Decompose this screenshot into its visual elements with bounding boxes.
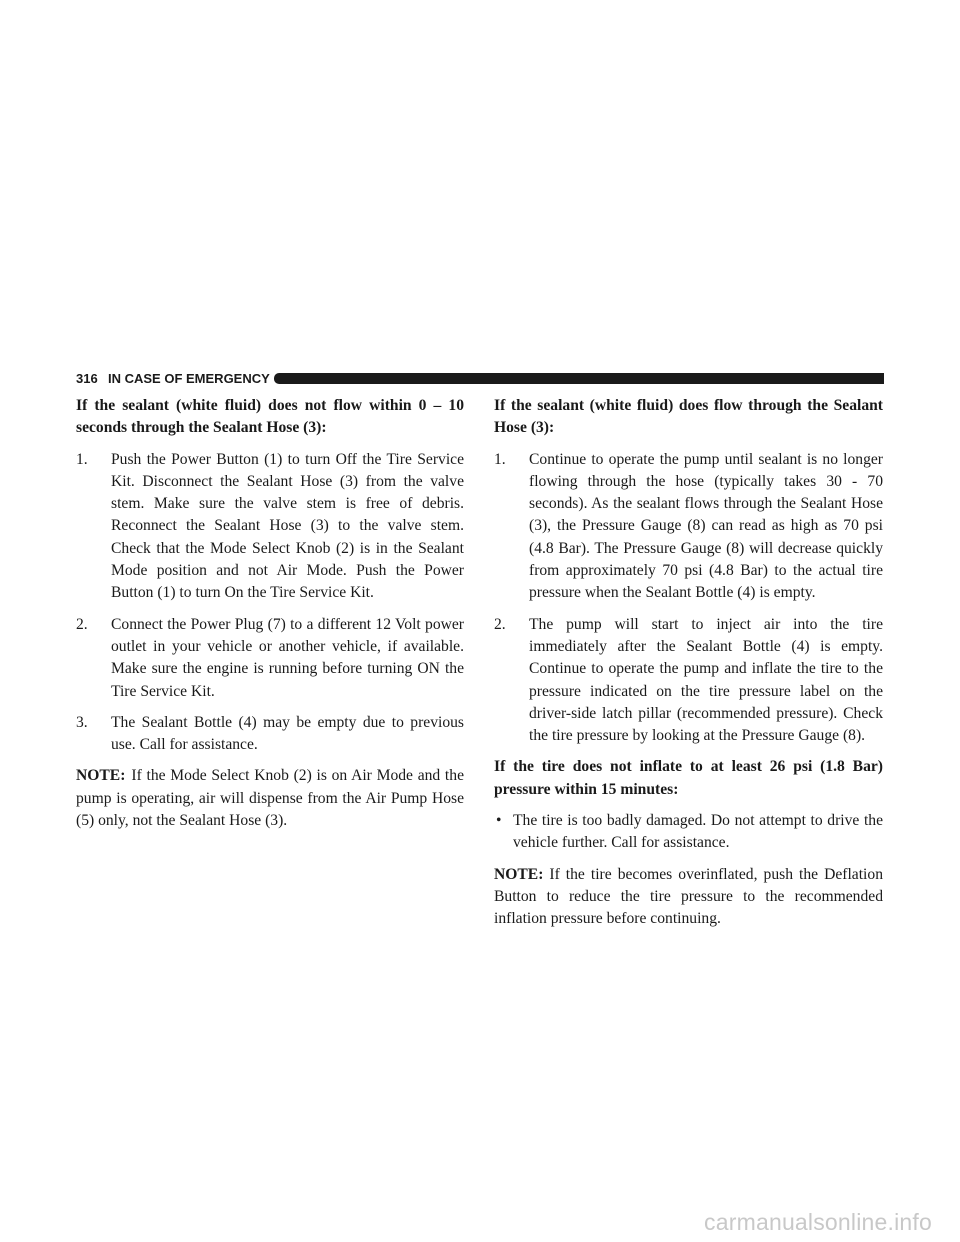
right-list-item-1	[494, 449, 883, 605]
right-list-item-2	[494, 614, 883, 748]
item-text: Push the Power Button (1) to turn Off the Tire Service Kit. Disconnect the Sealant Hose (3) from the valve stem. Make sure the valve stem is free of debris. Reconnect the Sealant Hose (3) to the valve stem. Check that the Mode Select Knob (2) is in the Sealant Mode position and not Air Mode. Push the Power Button (1) to turn On the Tire Service Kit.	[111, 450, 464, 602]
watermark-text: carmanualsonline.info	[704, 1209, 932, 1235]
item-number: 3.	[76, 713, 88, 731]
section-title: IN CASE OF EMERGENCY	[108, 371, 270, 386]
item-text: Connect the Power Plug (7) to a different 12 Volt power outlet in your vehicle or another vehicle, if available. Make sure the engine is running before turning ON the Tire Service Kit.	[111, 615, 464, 700]
right-heading-2: If the tire does not inflate to at least 26 psi (1.8 Bar) pressure within 15 minutes:	[494, 758, 883, 798]
page-header	[76, 370, 884, 388]
page-number: 316	[76, 371, 98, 386]
left-list-item-1	[76, 449, 464, 605]
right-heading: If the sealant (white fluid) does flow through the Sealant Hose (3):	[494, 397, 883, 437]
item-text: The Sealant Bottle (4) may be empty due to previous use. Call for assistance.	[111, 713, 464, 754]
left-list-item-2	[76, 614, 464, 703]
item-text: The pump will start to inject air into the tire immediately after the Sealant Bottle (4) is empty. Continue to operate the pump and inflate the tire to the pressure indicated on the tire pressure label on the driver-side latch pillar (recommended pressure). Check the tire pressure by looking at the Pressure Gauge (8).	[529, 615, 883, 745]
bullet-text: The tire is too badly damaged. Do not attempt to drive the vehicle further. Call for assistance.	[513, 812, 883, 852]
right-note	[494, 864, 883, 931]
left-list-item-3	[76, 712, 464, 757]
note-label: NOTE:	[76, 767, 126, 785]
note-text: If the Mode Select Knob (2) is on Air Mode and the pump is operating, air will dispense from the Air Pump Hose (5) only, not the Sealant Hose (3).	[76, 767, 464, 830]
item-number: 1.	[76, 450, 88, 468]
item-number: 2.	[494, 615, 506, 633]
item-text: Continue to operate the pump until sealant is no longer flowing through the hose (typically takes 30 - 70 seconds). As the sealant flows through the Sealant Hose (3), the Pressure Gauge (8) can read as high as 70 psi (4.8 Bar). The Pressure Gauge (8) will decrease quickly from approximately 70 psi (4.8 Bar) to the actual tire pressure when the Sealant Bottle (4) is empty.	[529, 450, 883, 602]
header-rule-bar	[274, 373, 884, 384]
left-heading: If the sealant (white fluid) does not flow within 0 – 10 seconds through the Sealant Hose (3):	[76, 397, 464, 437]
item-number: 1.	[494, 450, 506, 468]
note-text: If the tire becomes overinflated, push the Deflation Button to reduce the tire pressure to the recommended inflation pressure before continuing.	[494, 865, 883, 928]
left-note	[76, 765, 464, 832]
left-column	[76, 395, 464, 841]
note-label: NOTE:	[494, 865, 544, 883]
right-bullet-item	[494, 810, 883, 855]
item-number: 2.	[76, 615, 88, 633]
bullet-symbol: •	[496, 812, 502, 830]
right-column	[494, 395, 883, 940]
